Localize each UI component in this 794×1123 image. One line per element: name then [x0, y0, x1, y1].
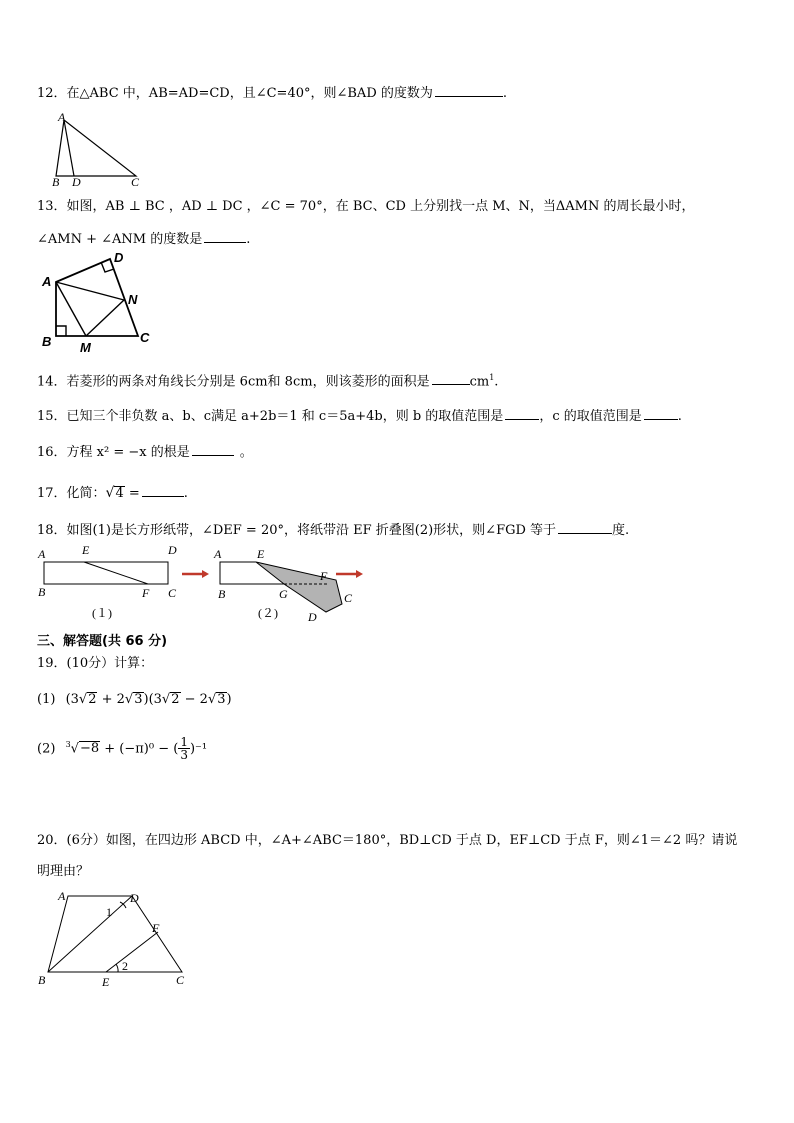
- radicand: 3: [217, 692, 226, 707]
- radicand: 3: [134, 692, 143, 707]
- expr-seg: − 2: [180, 692, 208, 707]
- label-D: D: [114, 250, 124, 265]
- question-18: [37, 520, 629, 540]
- q14-text: 14．若菱形的两条对角线长分别是 6cm和 8cm，则该菱形的面积是: [37, 374, 430, 390]
- root-index: 3: [65, 740, 71, 749]
- q16-end: 。: [239, 445, 253, 460]
- answer-blank: [435, 83, 503, 97]
- fig1-label-A: A: [38, 547, 46, 561]
- question-12: [37, 83, 507, 103]
- fig2-label-G: G: [279, 587, 288, 601]
- label-C: C: [140, 330, 150, 345]
- label-C: C: [131, 175, 140, 188]
- q15-text-b: ，c 的取值范围是: [539, 409, 642, 424]
- question-16: [37, 442, 253, 462]
- fig2-label-E: E: [257, 547, 265, 561]
- expr-seg: )⁻¹: [189, 741, 208, 757]
- q13-quadrilateral-figure: [40, 250, 160, 354]
- answer-blank: [432, 371, 470, 385]
- label-M: M: [80, 340, 91, 354]
- expr-seg: + 2: [97, 692, 125, 707]
- question-19-part-1: (1) (3√2 + 2√3)(3√2 − 2√3): [37, 692, 232, 707]
- radicand: 2: [88, 692, 97, 707]
- red-arrow-icon: [356, 570, 363, 578]
- q13-text: ∠AMN + ∠ANM 的度数是: [37, 232, 203, 247]
- answer-blank-c: [644, 406, 678, 420]
- answer-blank-b: [505, 406, 539, 420]
- question-17: 17．化简：√4 = .: [37, 485, 188, 501]
- fig2-label-B: B: [218, 587, 226, 601]
- question-13-line1: 13．如图，AB ⊥ BC ，AD ⊥ DC ，∠C = 70°，在 BC、CD 上分别找一点 M、N，当ΔAMN 的周长最小时，: [37, 199, 695, 214]
- answer-blank: [142, 483, 184, 497]
- label-A: A: [42, 274, 52, 289]
- q14-unit-sup: 1: [489, 373, 495, 382]
- red-arrow-icon: [202, 570, 209, 578]
- fig2-label-C: C: [344, 591, 353, 605]
- answer-blank: [558, 520, 612, 534]
- q18-figures: [36, 542, 376, 624]
- q18-text: 18．如图(1)是长方形纸带，∠DEF = 20°，将纸带沿 EF 折叠图(2)形状，则∠FGD 等于: [37, 523, 557, 538]
- question-19-heading: 19．(10分）计算：: [37, 656, 154, 671]
- label-F: F: [152, 921, 160, 935]
- expr-seg: + (−π)⁰ − (: [100, 741, 179, 757]
- q12-end: .: [502, 86, 508, 101]
- question-20-line1: 20．(6分）如图，在四边形 ABCD 中，∠A+∠ABC＝180°，BD⊥CD 于点 D，EF⊥CD 于点 F，则∠1＝∠2 吗？请说: [37, 833, 738, 848]
- q16-text: 16．方程 x² = −x 的根是: [37, 445, 190, 460]
- q15-text-a: 15．已知三个非负数 a、b、c满足 a+2b＝1 和 c＝5a+4b，则 b 的取值范围是: [37, 409, 504, 424]
- answer-blank: [192, 442, 234, 456]
- expr-seg: (3: [65, 692, 79, 707]
- fig1-label-D: D: [168, 543, 177, 557]
- label-B: B: [42, 334, 52, 349]
- radicand: −8: [79, 741, 100, 757]
- fig1-caption: (１): [92, 606, 112, 620]
- label-B: B: [52, 175, 60, 188]
- q14-end: .: [494, 374, 499, 390]
- q12-text: 12．在△ABC 中，AB=AD=CD，且∠C=40°，则∠BAD 的度数为: [37, 86, 433, 101]
- section-heading: 三、解答题(共 66 分): [37, 634, 168, 649]
- fig2-label-A: A: [214, 547, 222, 561]
- q17-end: .: [183, 486, 188, 501]
- q12-triangle-figure: [48, 112, 143, 188]
- fig1-label-C: C: [168, 586, 177, 600]
- fig1-label-E: E: [82, 543, 90, 557]
- label-B: B: [38, 973, 46, 987]
- question-19-part-2: (2) $^3$√−8 + (−π)⁰ − ( $\frac{1}{3}$ )⁻¹: [37, 735, 208, 763]
- fig2-label-F: F: [320, 569, 328, 583]
- fig2-label-D: D: [308, 610, 317, 624]
- q13-end: .: [246, 232, 251, 247]
- question-14: [37, 369, 498, 391]
- expr-seg: ): [226, 692, 232, 707]
- q14-unit: cm: [469, 374, 490, 390]
- label-E: E: [102, 975, 110, 988]
- fig1-label-B: B: [38, 585, 46, 599]
- fig2-caption: (２): [258, 606, 278, 620]
- fig1-label-F: F: [142, 586, 150, 600]
- q20-quadrilateral-figure: [36, 888, 196, 988]
- label-C: C: [176, 973, 185, 987]
- label-D: D: [130, 891, 139, 905]
- fraction: [178, 736, 190, 761]
- label-D: D: [72, 175, 81, 188]
- question-15: [37, 406, 682, 426]
- part-label: (1): [37, 692, 56, 707]
- q15-end: .: [677, 409, 682, 424]
- expr-seg: )(3: [143, 692, 162, 707]
- q17-text: 17．化简：: [37, 486, 106, 501]
- question-13-line2: [37, 229, 250, 249]
- label-N: N: [128, 292, 138, 307]
- label-A: A: [58, 889, 66, 903]
- answer-blank: [204, 229, 246, 243]
- radicand: 2: [171, 692, 180, 707]
- angle-1-label: 1: [106, 905, 112, 919]
- q17-radicand: 4: [115, 486, 124, 501]
- numerator: 1: [180, 735, 188, 750]
- q17-equals: =: [124, 486, 140, 501]
- denominator: 3: [180, 748, 188, 763]
- angle-2-label: 2: [122, 959, 128, 973]
- question-20-line2: 明理由？: [37, 864, 90, 879]
- label-A: A: [58, 112, 66, 124]
- part-label: (2): [37, 741, 56, 757]
- q18-end: 度.: [612, 523, 630, 538]
